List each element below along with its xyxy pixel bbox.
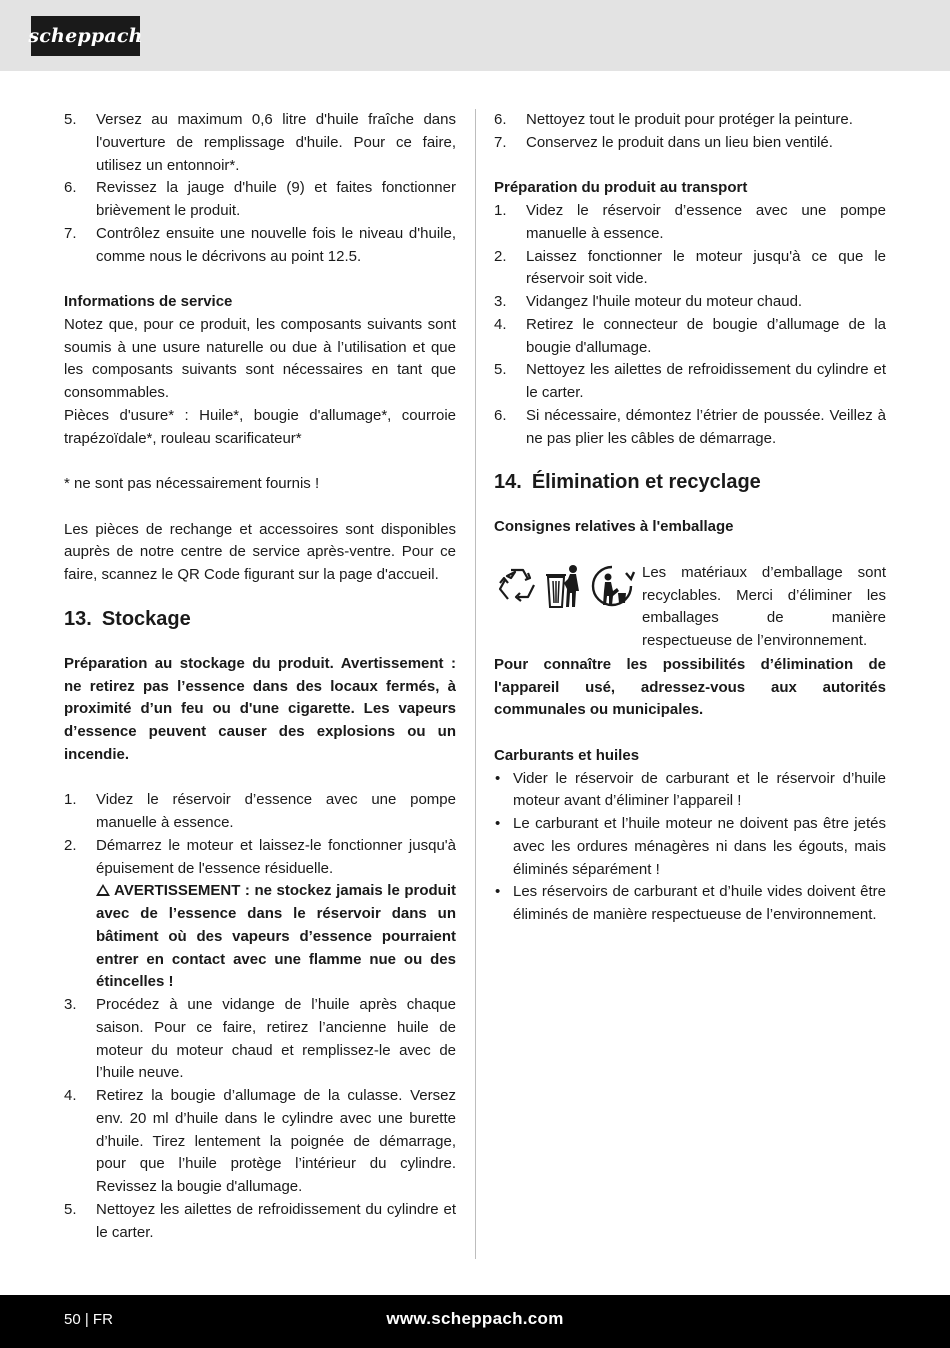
list-item-text: Nettoyez les ailettes de refroidissement du cylindre et le carter.	[96, 1200, 456, 1241]
footer-bar	[0, 1295, 950, 1348]
recycling-person-icon	[588, 563, 636, 609]
list-item-number: 1.	[494, 202, 507, 219]
list-item-text: Vidangez l'huile moteur du moteur chaud.	[526, 293, 803, 310]
list-item	[494, 109, 886, 132]
packaging-row	[494, 562, 886, 654]
list-item	[494, 359, 886, 405]
list-item-number: 4.	[494, 315, 507, 333]
bullet-text: Le carburant et l’huile moteur ne doivent pas être jetés avec les ordures ménagères ni dans les égouts, mais éliminés séparément !	[513, 815, 886, 878]
website-link[interactable]: www.scheppach.com	[386, 1309, 564, 1328]
bin-disposal-icon	[544, 563, 584, 609]
list-item-number: 7.	[64, 224, 77, 242]
fuels-bullets	[494, 768, 886, 927]
storage-steps-end	[494, 109, 886, 155]
left-column	[64, 109, 456, 1244]
list-item	[64, 994, 456, 1085]
bullet-item	[494, 813, 886, 881]
list-item-number: 3.	[494, 293, 507, 310]
storage-steps-continued	[64, 994, 456, 1244]
list-item-text: Versez au maximum 0,6 litre d'huile fraîche dans l'ouverture de remplissage d'huile. Pour ce faire, utilisez un entonnoir*.	[96, 111, 456, 174]
list-item	[494, 200, 886, 246]
list-item-text: Si nécessaire, démontez l’étrier de poussée. Veillez à ne pas plier les câbles de démarrage.	[526, 406, 886, 447]
list-item-number: 6.	[64, 179, 77, 197]
section-14-heading	[494, 470, 886, 494]
list-item-text: Videz le réservoir d’essence avec une pompe manuelle à essence.	[526, 202, 886, 242]
list-item-number: 2.	[64, 836, 77, 854]
bullet-icon: •	[495, 883, 501, 901]
section-14-title: Élimination et recyclage	[531, 471, 761, 494]
list-item-text: Contrôlez ensuite une nouvelle fois le niveau d'huile, comme nous le décrivons au point 12.5.	[96, 224, 456, 265]
bullet-text: Les réservoirs de carburant et d’huile vides doivent être éliminés de manière respectueuse de l’environnement.	[513, 883, 886, 923]
section-13-number: 13.	[64, 607, 92, 630]
packaging-text: Les matériaux d’emballage sont recyclables. Merci d’éliminer les emballages de manière respectueuse de l’environnement.	[642, 563, 886, 649]
list-item-text: Videz le réservoir d’essence avec une pompe manuelle à essence.	[96, 791, 456, 831]
list-item-number: 3.	[64, 996, 77, 1013]
list-item-number: 6.	[494, 111, 507, 128]
storage-warning: Préparation au stockage du produit. Avertissement : ne retirez pas l’essence dans des locaux fermés, à proximité d’un feu ou d'une cigarette. Les vapeurs d’essence peuvent causer des explosions ou un incendie.	[64, 654, 456, 763]
list-item-number: 7.	[494, 133, 507, 151]
list-item	[494, 291, 886, 314]
list-item	[64, 1199, 456, 1245]
list-item-number: 5.	[494, 361, 507, 379]
list-item-number: 5.	[64, 111, 77, 128]
list-item	[494, 132, 886, 155]
section-13-heading	[64, 607, 456, 631]
list-item	[64, 177, 456, 223]
list-item-text: Nettoyez les ailettes de refroidissement du cylindre et le carter.	[526, 361, 886, 401]
section-13-title: Stockage	[101, 607, 191, 630]
transport-steps	[494, 200, 886, 450]
list-item	[64, 223, 456, 269]
list-item-text: Nettoyez tout le produit pour protéger la peinture.	[526, 111, 853, 128]
warning-block	[64, 880, 456, 994]
fuels-heading: Carburants et huiles	[494, 746, 640, 764]
list-item	[64, 789, 456, 835]
packaging-heading: Consignes relatives à l'emballage	[494, 518, 734, 536]
section-14-number: 14.	[494, 471, 522, 494]
bullet-text: Vider le réservoir de carburant et le réservoir d’huile moteur avant d’éliminer l’appareil !	[513, 769, 886, 810]
list-item	[494, 314, 886, 360]
service-info-text: Notez que, pour ce produit, les composants suivants sont soumis à une usure naturelle ou due à l’utilisation et que les composants suivants sont nécessaires en tant que consommables.	[64, 315, 456, 401]
list-item-text: Revissez la jauge d'huile (9) et faites fonctionner brièvement le produit.	[96, 179, 456, 219]
warning-text: AVERTISSEMENT : ne stockez jamais le produit avec de l’essence dans le réservoir dans un bâtiment où des vapeurs d’essence pourraient entrer en contact avec une flamme nue ou des étincelles !	[96, 882, 456, 991]
spare-parts-text: Les pièces de rechange et accessoires sont disponibles auprès de notre centre de service après-ventre. Pour ce faire, scannez le QR Code figurant sur la page d'accueil.	[64, 520, 456, 583]
warning-triangle-icon	[96, 884, 110, 896]
recycling-icons	[494, 562, 639, 610]
list-item-text: Laissez fonctionner le moteur jusqu'à ce que le réservoir soit vide.	[526, 247, 886, 288]
wear-parts-text: Pièces d'usure* : Huile*, bougie d'allumage*, courroie trapézoïdale*, rouleau scarificateur*	[64, 406, 456, 447]
list-item	[494, 405, 886, 451]
list-item	[64, 1085, 456, 1199]
transport-heading: Préparation du produit au transport	[494, 179, 748, 197]
column-divider	[475, 109, 476, 1259]
list-item	[64, 835, 456, 881]
bullet-item	[494, 881, 886, 927]
list-item-number: 6.	[494, 406, 507, 424]
list-item-number: 2.	[494, 247, 507, 265]
list-item-number: 4.	[64, 1087, 77, 1104]
footnote: * ne sont pas nécessairement fournis !	[64, 475, 320, 492]
list-item-text: Démarrez le moteur et laissez-le fonctionner jusqu'à épuisement de l'essence résiduelle.	[96, 836, 456, 877]
recycle-icon	[494, 563, 540, 609]
list-item-text: Retirez la bougie d’allumage de la culasse. Versez env. 20 ml d’huile dans le cylindre avec une burette d’huile. Tirez lentement la poignée de démarrage, pour que l’huile protège l’intérieur du cylindre. Revissez la bougie d'allumage.	[96, 1087, 456, 1195]
list-item-text: Conservez le produit dans un lieu bien ventilé.	[526, 133, 833, 151]
page-number: 50 | FR	[64, 1311, 113, 1328]
list-item-number: 5.	[64, 1200, 77, 1218]
storage-steps	[64, 789, 456, 880]
right-column	[494, 109, 886, 927]
disposal-text: Pour connaître les possibilités d’élimination de l'appareil usé, adressez-vous aux autorités communales ou municipales.	[494, 655, 886, 719]
list-item-number: 1.	[64, 791, 77, 809]
service-info-heading: Informations de service	[64, 293, 233, 310]
list-item-text: Retirez le connecteur de bougie d’allumage de la bougie d'allumage.	[526, 315, 886, 356]
list-item	[494, 246, 886, 292]
scheppach-logo: scheppach	[31, 16, 140, 56]
bullet-icon: •	[495, 769, 501, 787]
list-item	[64, 109, 456, 177]
bullet-icon: •	[495, 815, 501, 832]
oil-refill-steps	[64, 109, 456, 268]
list-item-text: Procédez à une vidange de l’huile après chaque saison. Pour ce faire, retirez l’ancienne huile de moteur du moteur chaud et remplissez-le avec de l’huile neuve.	[96, 996, 456, 1082]
bullet-item	[494, 768, 886, 814]
